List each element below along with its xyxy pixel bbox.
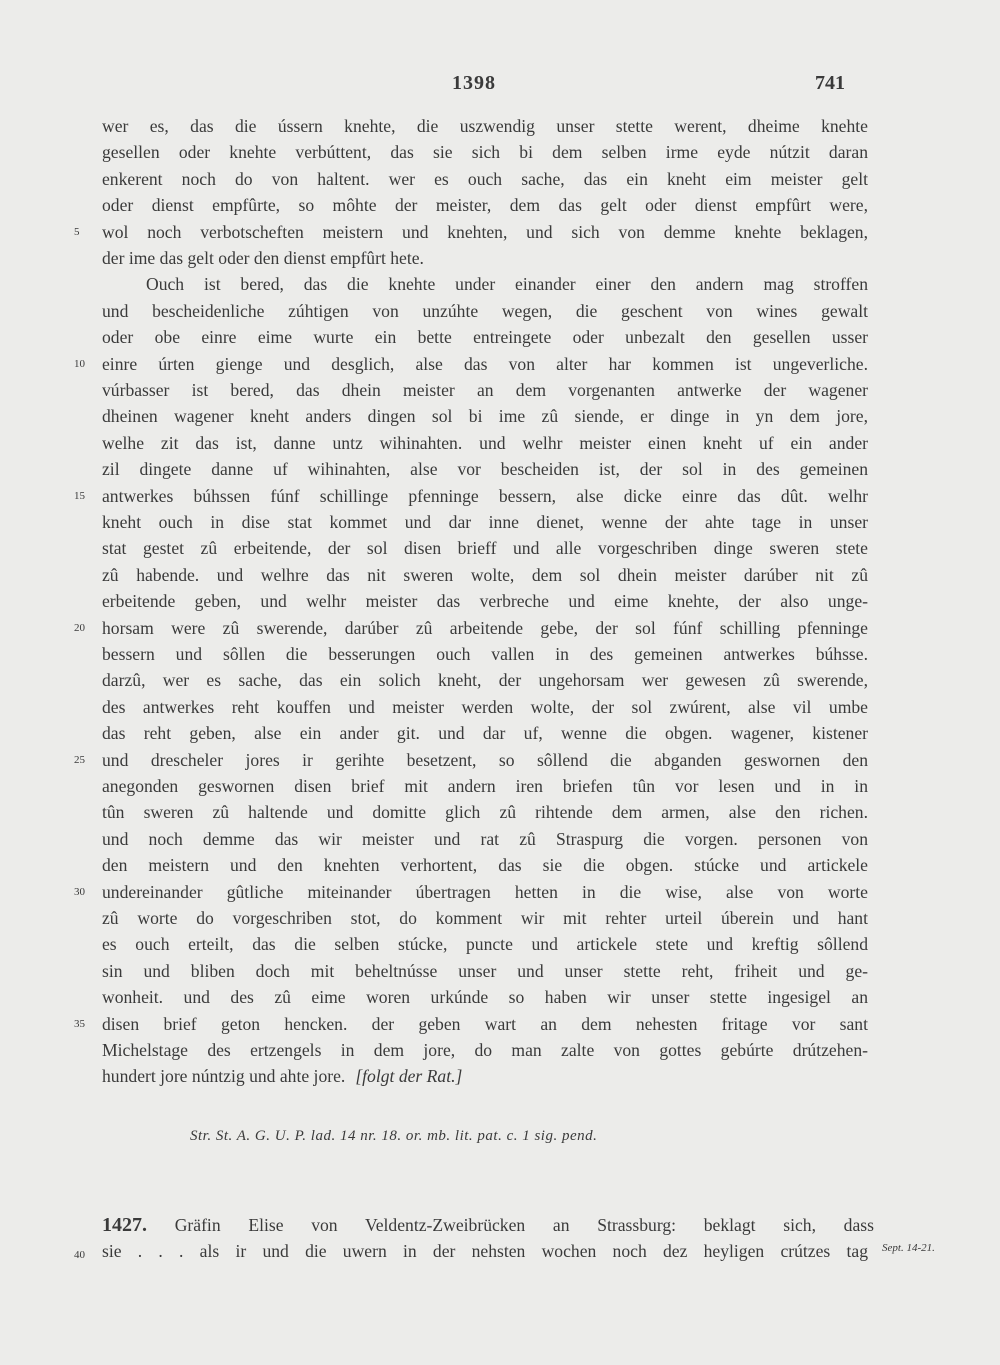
text-line — [102, 166, 868, 192]
text-line-content: zû habende. und welhre das nit sweren wolte, dem sol dhein meister darúber nit zû — [102, 564, 868, 585]
line-number-40: 40 — [74, 1249, 85, 1261]
text-line — [102, 667, 868, 693]
text-line — [102, 694, 868, 720]
entry-number: 1427. — [102, 1214, 147, 1236]
line-number: 5 — [74, 225, 80, 238]
text-line — [102, 562, 868, 588]
text-line — [102, 219, 868, 245]
text-line — [102, 535, 868, 561]
text-line-content: des antwerkes reht kouffen und meister werden wolte, der sol zwúrent, alse vil umbe — [102, 696, 868, 717]
text-line-content: wol noch verbotscheften meistern und knehten, und sich von demme knehte beklagen, — [102, 221, 868, 242]
text-line-content: enkerent noch do von haltent. wer es ouch sache, das ein kneht eim meister gelt — [102, 168, 868, 189]
text-line — [102, 298, 868, 324]
text-line — [102, 403, 868, 429]
text-line-content: Ouch ist bered, das die knehte under einander einer den andern mag stroffen — [146, 274, 868, 295]
text-line-content: kneht ouch in dise stat kommet und dar inne dienet, wenne der ahte tage in unser — [102, 512, 868, 532]
text-line-content: es ouch erteilt, das die selben stúcke, puncte und artickele stete und kreftig sôllend — [102, 934, 868, 955]
text-line — [102, 720, 868, 746]
text-line-content: zû worte do vorgeschriben stot, do komment wir mit rehter urteil úberein und hant — [102, 908, 868, 928]
text-line-content: darzû, wer es sache, das ein solich kneht, der ungehorsam wer gewesen zû swerende, — [102, 670, 868, 691]
running-header — [0, 72, 1000, 102]
text-line — [102, 799, 868, 825]
text-line — [102, 351, 868, 377]
source-citation: Str. St. A. G. U. P. lad. 14 nr. 18. or. mb. lit. pat. c. 1 sig. pend. — [190, 1128, 598, 1144]
text-line — [102, 456, 868, 482]
text-line — [102, 430, 868, 456]
text-line-content: und drescheler jores ir gerihte besetzent, so sôllend die abganden geswornen den — [102, 749, 868, 770]
entry-line-2: sie . . . als ir und die uwern in der nehsten wochen noch dez heyligen crútzes tag — [102, 1241, 868, 1261]
entry-line-1 — [102, 1212, 874, 1238]
text-line-content: und bescheidenliche zúhtigen von unzúhte wegen, die geschent von wines gewalt — [102, 300, 868, 321]
text-line-content: antwerkes búhssen fúnf schillinge pfenninge bessern, alse dicke einre das dût. welhr — [102, 485, 868, 506]
text-line — [102, 509, 868, 535]
text-line — [102, 113, 868, 139]
text-line-content: oder dienst empfûrte, so môhte der meister, dem das gelt oder dienst empfûrt were, — [102, 195, 868, 216]
text-line — [102, 1037, 868, 1063]
text-line — [102, 483, 868, 509]
text-line-content: wer es, das die ússern knehte, die uszwendig unser stette werent, dheime knehte — [102, 116, 868, 136]
text-line — [102, 747, 868, 773]
text-line — [102, 615, 868, 641]
text-line — [102, 139, 868, 165]
line-number: 25 — [74, 753, 85, 766]
text-line-content: tûn sweren zû haltende und domitte glich zû rihtende dem armen, alse den richen. — [102, 802, 868, 823]
text-line-content: welhe zit das ist, danne untz wihinahten. und welhr meister einen kneht uf ein ander — [102, 432, 868, 453]
text-line — [102, 931, 868, 957]
text-line — [102, 377, 868, 403]
editorial-note: [folgt der Rat.] — [355, 1066, 463, 1087]
line-number: 20 — [74, 621, 85, 634]
text-line — [102, 984, 868, 1010]
line-number: 35 — [74, 1017, 85, 1030]
text-line — [102, 826, 868, 852]
text-line-content: einre úrten gienge und desglich, alse das von alter har kommen ist ungeverliche. — [102, 353, 868, 374]
line-number: 30 — [74, 885, 85, 898]
text-line-content: disen brief geton hencken. der geben wart an dem nehesten fritage vor sant — [102, 1013, 868, 1034]
text-line — [102, 324, 868, 350]
text-line — [146, 271, 868, 297]
text-line — [102, 958, 868, 984]
text-line — [102, 905, 868, 931]
text-line-content: oder obe einre eime wurte ein bette entreingete oder unbezalt den gesellen usser — [102, 327, 868, 348]
text-line — [102, 879, 868, 905]
line-number: 15 — [74, 489, 85, 502]
text-line-content: vúrbasser ist bered, das dhein meister an dem vorgenanten antwerke der wagener — [102, 380, 868, 400]
text-line-content: der ime das gelt oder den dienst empfûrt hete. — [102, 248, 424, 268]
text-line-content: das reht geben, alse ein ander git. und dar uf, wenne die obgen. wagener, kistener — [102, 723, 868, 744]
text-line-content: Michelstage des ertzengels in dem jore, do man zalte von gottes gebúrte drútzehen- — [102, 1040, 868, 1060]
text-line — [102, 588, 868, 614]
text-line-content: den meistern und den knehten verhortent, das sie die obgen. stúcke und artickele — [102, 855, 868, 876]
text-line-content: undereinander gûtliche miteinander úbertragen hetten in die wise, alse von worte — [102, 881, 868, 902]
text-line-content: horsam were zû swerende, darúber zû arbeitende gebe, der sol fúnf schilling pfenninge — [102, 617, 868, 638]
text-line-content: hundert jore núntzig und ahte jore. — [102, 1066, 346, 1087]
text-line-content: anegonden geswornen disen brief mit andern iren briefen tûn vor lesen und in in — [102, 776, 868, 796]
text-line — [102, 852, 868, 878]
text-line-content: sin und bliben doch mit beheltnússe unser und unser stette reht, friheit und ge- — [102, 960, 868, 981]
text-line — [102, 192, 868, 218]
text-line-content: dheinen wagener kneht anders dingen sol bi ime zû siende, er dinge in yn dem jore, — [102, 406, 868, 427]
text-line — [102, 1063, 868, 1089]
text-line-content: gesellen oder knehte verbúttent, das sie sich bi dem selben irme eyde nútzit daran — [102, 142, 868, 163]
text-line — [102, 641, 868, 667]
text-line — [102, 1011, 868, 1037]
text-line-content: und noch demme das wir meister und rat zû Straspurg die vorgen. personen von — [102, 828, 868, 849]
text-line-content: zil dingete danne uf wihinahten, alse vor bescheiden ist, der sol in des gemeinen — [102, 459, 868, 480]
text-line-content: bessern und sôllen die besserungen ouch vallen in des gemeinen antwerkes búhsse. — [102, 644, 868, 664]
text-line-content: erbeitende geben, und welhr meister das verbreche und eime knehte, der also unge- — [102, 591, 868, 612]
margin-date: Sept. 14-21. — [882, 1242, 935, 1254]
text-line-content: wonheit. und des zû eime woren urkúnde so haben wir unser stette ingesigel an — [102, 987, 868, 1008]
text-line — [102, 773, 868, 799]
running-year: 1398 — [452, 72, 496, 94]
line-number: 10 — [74, 357, 85, 370]
text-line-content: stat gestet zû erbeitende, der sol disen brieff und alle vorgeschriben dinge sweren stete — [102, 538, 868, 559]
text-line — [102, 245, 868, 271]
entry-text-1: Gräfin Elise von Veldentz-Zweibrücken an Strassburg: beklagt sich, dass — [174, 1215, 874, 1235]
page-number: 741 — [815, 72, 845, 94]
